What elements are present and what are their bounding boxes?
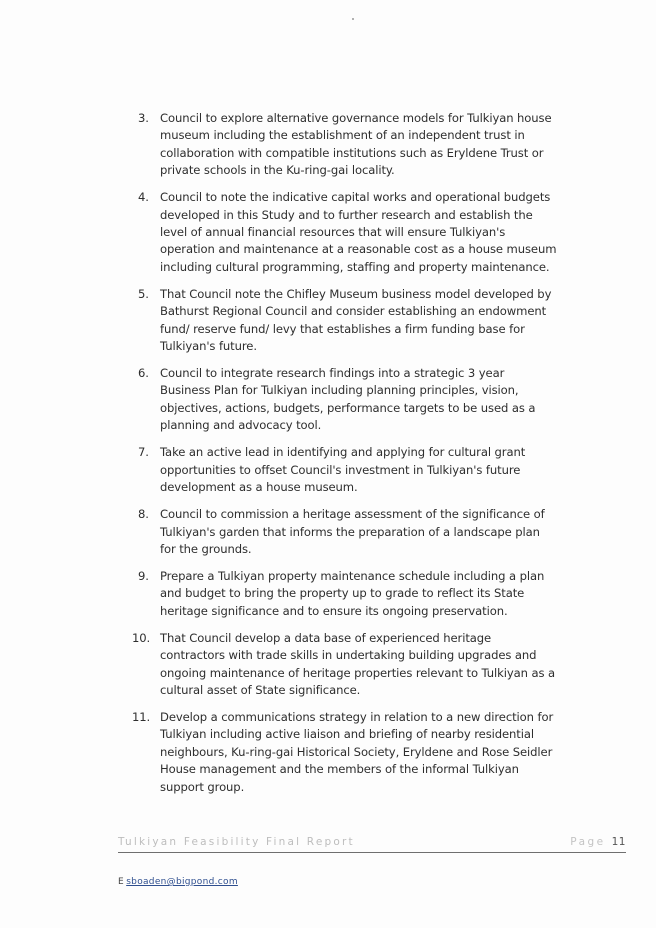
recommendation-number: 3.	[138, 111, 149, 125]
footer-report-title: Tulkiyan Feasibility Final Report	[118, 836, 355, 848]
recommendation-text: Take an active lead in identifying and applying for cultural grant opportunities to offset Council's investment in Tulkiyan's future development as a house museum.	[160, 445, 526, 495]
recommendation-item	[132, 709, 558, 796]
recommendation-item	[138, 568, 558, 620]
recommendation-number: 5.	[138, 286, 149, 301]
recommendation-text: Develop a communications strategy in relation to a new direction for Tulkiyan including active liaison and briefing of nearby residential neighbours, Ku-ring-gai Historical Society, Eryldene and Rose Seidler House management and the members of the informal Tulkiyan support group.	[160, 709, 554, 794]
recommendation-text: That Council note the Chifley Museum business model developed by Bathurst Regional Council and consider establishing an endowment fund/ reserve fund/ levy that establishes a firm funding base for Tulkiyan's future.	[160, 286, 552, 354]
recommendation-text: Council to note the indicative capital works and operational budgets developed in this Study and to further research and establish the level of annual financial resources that will ensure Tulkiyan's operation and maintenance at a reasonable cost as a house museum including cultural programming, staffing and property maintenance.	[160, 190, 557, 274]
recommendation-item	[138, 444, 558, 496]
recommendation-number: 11.	[132, 709, 151, 724]
recommendation-number: 4.	[138, 190, 149, 205]
recommendation-number: 9.	[138, 568, 149, 583]
recommendation-item	[138, 506, 558, 558]
recommendation-item	[138, 189, 558, 276]
contact-email-link[interactable]: sboaden@bigpond.com	[126, 877, 238, 887]
recommendations-list	[132, 110, 558, 806]
recommendation-text: Council to integrate research findings into a strategic 3 year Business Plan for Tulkiyan including planning principles, vision, objectives, actions, budgets, performance targets to be used as a planning and advocacy tool.	[160, 366, 536, 433]
scan-artifact	[352, 18, 354, 20]
page-footer	[118, 834, 626, 850]
recommendation-number: 6.	[138, 366, 149, 381]
recommendation-item	[132, 630, 558, 700]
recommendation-item	[138, 365, 558, 435]
recommendation-text: That Council develop a data base of experienced heritage contractors with trade skills in undertaking building upgrades and ongoing maintenance of heritage properties relevant to Tulkiyan as a cultural asset of State significance.	[160, 630, 555, 697]
contact-email-prefix: E	[118, 877, 125, 887]
footer-contact	[118, 877, 626, 887]
recommendation-item	[138, 286, 558, 356]
recommendation-item	[138, 110, 558, 180]
recommendation-text: Prepare a Tulkiyan property maintenance schedule including a plan and budget to bring the property up to grade to reflect its State heritage significance and to ensure its ongoing preservation.	[160, 568, 545, 618]
footer-page-indicator	[570, 836, 626, 848]
footer-page-number: 11	[611, 836, 626, 848]
recommendation-text: Council to commission a heritage assessment of the significance of Tulkiyan's garden that informs the preparation of a landscape plan for the grounds.	[160, 507, 545, 556]
recommendation-number: 10.	[132, 630, 151, 645]
footer-divider	[118, 852, 626, 853]
recommendation-text: Council to explore alternative governance models for Tulkiyan house museum including the establishment of an independent trust in collaboration with compatible institutions such as Eryldene Trust or private schools in the Ku-ring-gai locality.	[160, 111, 552, 178]
recommendation-number: 8.	[138, 507, 149, 522]
footer-page-label: Page	[570, 836, 606, 848]
recommendation-number: 7.	[138, 445, 149, 460]
